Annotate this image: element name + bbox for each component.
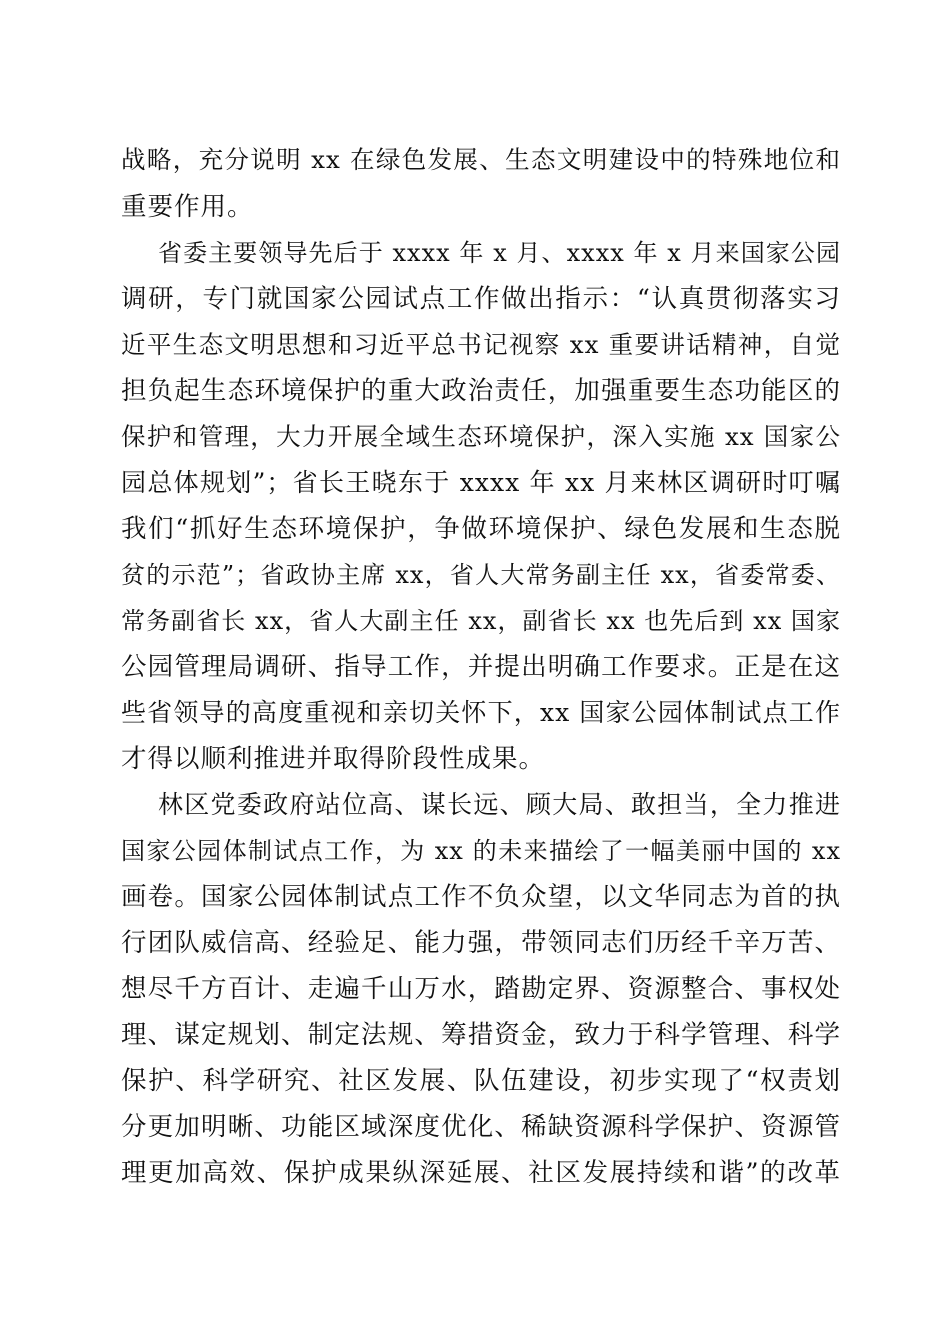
- text-line: 重要作用。: [121, 192, 254, 222]
- text-line: 些省领导的高度重视和亲切关怀下，xx 国家公园体制试点工作: [121, 698, 841, 727]
- text-line: 理、谋定规划、制定法规、筹措资金，致力于科学管理、科学: [121, 1020, 841, 1050]
- paragraph-first-line: 省委主要领导先后于 xxxx 年 x 月、xxxx 年 x 月来国家公园: [158, 239, 841, 267]
- text-line: 分更加明晰、功能区域深度优化、稀缺资源科学保护、资源管: [121, 1112, 841, 1142]
- text-line: 才得以顺利推进并取得阶段性成果。: [121, 744, 546, 774]
- text-line: 园总体规划”；省长王晓东于 xxxx 年 xx 月来林区调研时叮嘱: [121, 468, 841, 497]
- text-line: 想尽千方百计、走遍千山万水，踏勘定界、资源整合、事权处: [121, 974, 841, 1004]
- text-line: 保护和管理，大力开展全域生态环境保护，深入实施 xx 国家公: [121, 422, 841, 451]
- text-line: 行团队威信高、经验足、能力强，带领同志们历经千辛万苦、: [121, 928, 841, 958]
- text-line: 画卷。国家公园体制试点工作不负众望，以文华同志为首的执: [121, 882, 841, 912]
- text-line: 常务副省长 xx，省人大副主任 xx，副省长 xx 也先后到 xx 国家: [121, 607, 841, 635]
- text-line: 近平生态文明思想和习近平总书记视察 xx 重要讲话精神，自觉: [121, 330, 841, 359]
- text-line: 我们“抓好生态环境保护，争做环境保护、绿色发展和生态脱: [121, 514, 841, 544]
- paragraph-first-line: 林区党委政府站位高、谋长远、顾大局、敢担当，全力推进: [158, 790, 841, 819]
- text-line: 贫的示范”；省政协主席 xx，省人大常务副主任 xx，省委常委、: [121, 561, 841, 589]
- text-line: 担负起生态环境保护的重大政治责任，加强重要生态功能区的: [121, 376, 841, 406]
- text-line: 调研，专门就国家公园试点工作做出指示：“认真贯彻落实习: [121, 284, 841, 314]
- text-line: 理更加高效、保护成果纵深延展、社区发展持续和谐”的改革: [121, 1158, 841, 1188]
- text-line: 公园管理局调研、指导工作，并提出明确工作要求。正是在这: [121, 652, 841, 682]
- text-line: 保护、科学研究、社区发展、队伍建设，初步实现了“权责划: [121, 1066, 841, 1096]
- text-line: 国家公园体制试点工作，为 xx 的未来描绘了一幅美丽中国的 xx: [121, 837, 841, 865]
- text-line: 战略，充分说明 xx 在绿色发展、生态文明建设中的特殊地位和: [121, 145, 841, 174]
